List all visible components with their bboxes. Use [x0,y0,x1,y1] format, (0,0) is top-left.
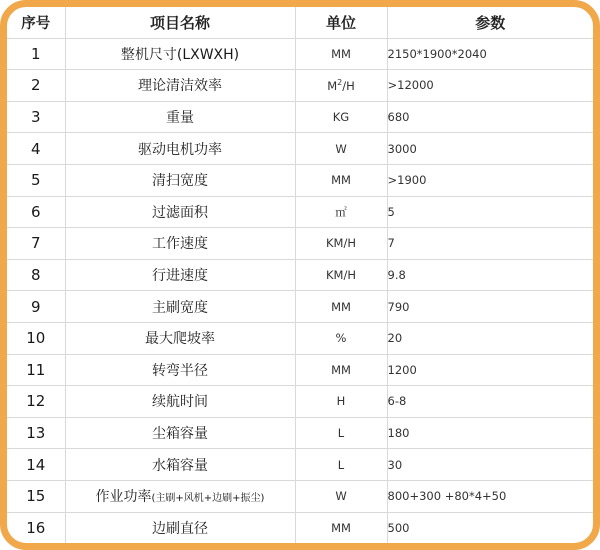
cell-no: 5 [7,164,65,196]
cell-unit [295,228,387,260]
item-name-text: 转弯半径 [152,362,208,379]
cell-item-name [65,386,295,418]
cell-no: 14 [7,449,65,481]
item-name-text: 水箱容量 [152,457,208,474]
specification-table [7,7,593,543]
cell-item-name [65,196,295,228]
header-name: 项目名称 [65,7,295,38]
unit-text: H [336,394,346,409]
cell-unit [295,101,387,133]
cell-no: 15 [7,480,65,512]
cell-unit [295,38,387,70]
cell-value: 800+300 +80*4+50 [387,480,593,512]
item-name-text: 理论清洁效率 [138,78,222,95]
cell-item-name [65,70,295,102]
item-name-text: 边刷直径 [152,520,208,537]
table-row [7,196,593,228]
cell-no: 4 [7,133,65,165]
cell-no: 3 [7,101,65,133]
cell-value: 5 [387,196,593,228]
item-name-text: 尘箱容量 [152,426,208,443]
cell-unit [295,480,387,512]
item-name-text: 续航时间 [152,394,208,411]
unit-text: KM/H [326,268,356,283]
unit-text: W [335,141,347,156]
item-name-text: 主刷宽度 [152,299,208,316]
cell-item-name [65,38,295,70]
unit-text: M [327,78,338,93]
cell-no: 7 [7,228,65,260]
unit-text: MM [331,173,351,188]
unit-text: KM/H [326,236,356,251]
item-name-text: 重量 [166,110,194,127]
item-name-text: 作业功率 [95,489,152,506]
cell-value: 30 [387,449,593,481]
unit-text: W [335,489,347,504]
table-row [7,101,593,133]
cell-item-name [65,480,295,512]
table-row [7,449,593,481]
cell-item-name [65,101,295,133]
cell-value: 500 [387,520,410,535]
unit-text: L [337,457,345,472]
table-row [7,228,593,260]
table-row [7,259,593,291]
table-header-row [7,7,593,38]
cell-no: 12 [7,386,65,418]
table-row [7,354,593,386]
cell-unit [295,417,387,449]
cell-no: 13 [7,417,65,449]
cell-no: 11 [7,354,65,386]
unit-text: MM [331,520,351,535]
cell-value: 9.8 [387,259,593,291]
cell-value: 1200 [387,354,593,386]
cell-unit [295,70,387,102]
cell-unit [295,386,387,418]
item-name-text: 行进速度 [152,268,208,285]
item-name-text: 过滤面积 [152,204,208,221]
cell-item-name [65,449,295,481]
table-row [7,417,593,449]
cell-item-name [65,259,295,291]
cell-value: 6-8 [387,386,593,418]
table-header [7,7,593,38]
cell-value: 7 [387,228,593,260]
unit-text: ㎡ [335,204,347,219]
header-value: 参数 [387,7,593,38]
cell-value: 680 [387,101,593,133]
cell-no: 16 [7,512,65,543]
item-name-text: 驱动电机功率 [138,141,222,158]
unit-tail-text: /H [342,78,355,93]
cell-item-name [65,354,295,386]
table-row [7,322,593,354]
cell-unit [295,512,387,543]
item-name-text: 整机尺寸(LXWXH) [120,46,240,63]
unit-text: % [335,331,347,346]
cell-value: >1900 [387,164,593,196]
cell-unit [295,322,387,354]
unit-text: L [337,426,345,441]
table-row [7,291,593,323]
cell-value: >12000 [387,70,593,102]
header-no: 序号 [7,7,65,38]
cell-item-name [65,133,295,165]
table-body [7,38,593,543]
table-row [7,70,593,102]
header-unit: 单位 [295,7,387,38]
cell-unit [295,259,387,291]
cell-unit [295,291,387,323]
table-row [7,164,593,196]
cell-unit [295,449,387,481]
cell-no: 9 [7,291,65,323]
item-name-text: 清扫宽度 [152,173,208,190]
unit-text: MM [331,46,351,61]
item-name-subtext: (主刷+风机+边刷+振尘) [151,493,265,505]
cell-item-name [65,417,295,449]
cell-item-name [65,228,295,260]
cell-item-name [65,291,295,323]
cell-value: 180 [387,417,593,449]
table-row [7,133,593,165]
cell-value: 2150*1900*2040 [387,38,593,70]
table-row [7,480,593,512]
table-row [7,512,593,543]
cell-item-name [65,512,295,543]
unit-superscript: 2 [337,78,343,88]
cell-no: 10 [7,322,65,354]
cell-no: 2 [7,70,65,102]
cell-value: 790 [387,291,593,323]
cell-no: 8 [7,259,65,291]
item-name-text: 工作速度 [152,236,208,253]
cell-item-name [65,164,295,196]
table-row [7,38,593,70]
cell-unit [295,164,387,196]
cell-no: 6 [7,196,65,228]
unit-text: MM [331,299,351,314]
cell-unit [295,196,387,228]
table-row [7,386,593,418]
cell-value: 20 [387,322,593,354]
item-name-text: 最大爬坡率 [145,331,215,348]
cell-item-name [65,322,295,354]
unit-text: KG [332,110,350,125]
unit-text: MM [331,362,351,377]
cell-unit [295,354,387,386]
cell-value: 3000 [387,133,593,165]
cell-unit [295,133,387,165]
cell-no: 1 [7,38,65,70]
